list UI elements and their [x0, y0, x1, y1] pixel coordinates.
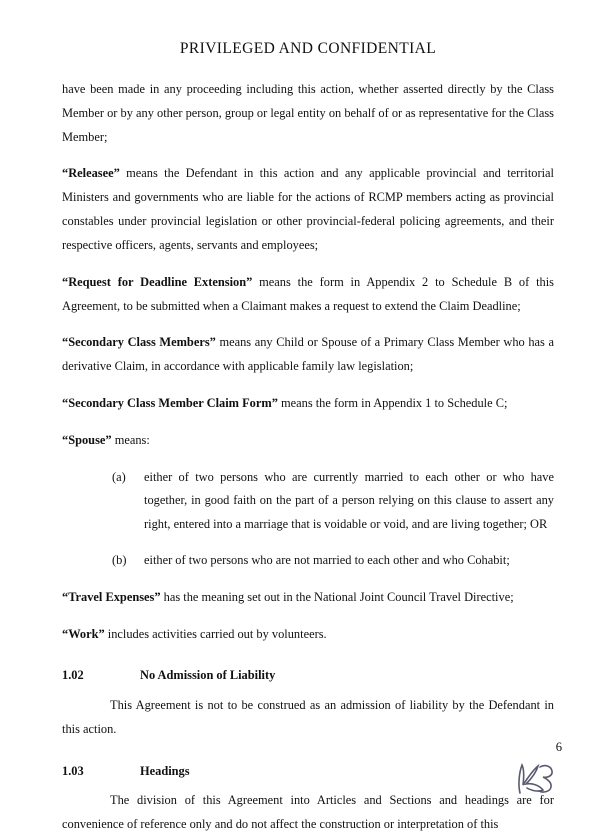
paragraph-request-for-deadline-extension [62, 271, 554, 319]
defined-term-releasee: “Releasee” [62, 166, 120, 181]
paragraph-text: has the meaning set out in the National Joint Council Travel Directive; [160, 589, 514, 604]
section-title: Headings [140, 763, 190, 778]
defined-term-work: “Work” [62, 626, 105, 641]
list-item-label: either of two persons who are not married to each other and who Cohabit; [144, 553, 510, 567]
paragraph-text: means: [111, 432, 150, 447]
paragraph-continuation [62, 78, 554, 149]
section-number: 1.03 [62, 763, 84, 778]
section-body-1-03: The division of this Agreement into Articles and Sections and headings are for convenience of reference only and do not affect the construction or interpretation of this [62, 793, 554, 831]
defined-term-secondary-class-members: “Secondary Class Members” [62, 335, 216, 350]
section-body-1-02: This Agreement is not to be construed as an admission of liability by the Defendant in this action. [62, 698, 554, 736]
page-title: PRIVILEGED AND CONFIDENTIAL [179, 40, 437, 57]
section-number: 1.02 [62, 668, 84, 683]
paragraph-secondary-class-member-claim-form [62, 392, 554, 416]
paragraph-travel-expenses [62, 586, 554, 610]
paragraph-text: means the Defendant in this action and any applicable provincial and territorial Ministers and governments who are liable for the actions of RCMP members acting as provincial constables under provincial legislation or other provincial-federal policing agreements, and their respective officers, agents, servants and employees; [62, 166, 554, 252]
defined-term-request-for-deadline-extension: “Request for Deadline Extension” [62, 274, 253, 289]
paragraph-work [62, 623, 554, 647]
list-item-marker: (a) [112, 469, 126, 484]
section-heading-1-03 [62, 760, 554, 784]
paragraph-releasee [62, 162, 554, 257]
paragraph-spouse [62, 429, 554, 453]
handwritten-initials-mark [512, 759, 558, 799]
defined-term-secondary-class-member-claim-form: “Secondary Class Member Claim Form” [62, 395, 278, 410]
section-title: No Admission of Liability [140, 668, 276, 683]
paragraph-text: means any Child or Spouse of a Primary Class Member who has a derivative Claim, in accordance with applicable family law legislation; [62, 335, 554, 374]
spouse-definition-list [62, 466, 554, 573]
paragraph-secondary-class-members [62, 331, 554, 379]
page-number: 6 [555, 740, 562, 754]
list-item [62, 549, 554, 573]
paragraph-text: means the form in Appendix 1 to Schedule C; [277, 395, 508, 410]
defined-term-travel-expenses: “Travel Expenses” [62, 589, 161, 604]
list-item-marker: (b) [112, 553, 127, 567]
list-item [62, 466, 554, 537]
paragraph-text: means the form in Appendix 2 to Schedule B of this Agreement, to be submitted when a Claimant makes a request to extend the Claim Deadline; [62, 274, 554, 313]
defined-term-spouse: “Spouse” [62, 432, 112, 447]
list-item-label: either of two persons who are currently married to each other or who have together, in good faith on the part of a person relying on this clause to assert any right, entered into a marriage that is voidable or void, and are living together; OR [144, 469, 554, 532]
section-heading-1-02 [62, 664, 554, 688]
paragraph-text: have been made in any proceeding including this action, whether asserted directly by the Class Member or by any other person, group or legal entity on behalf of or as representative for the Class Member; [62, 82, 554, 144]
paragraph-text: includes activities carried out by volunteers. [104, 626, 327, 641]
